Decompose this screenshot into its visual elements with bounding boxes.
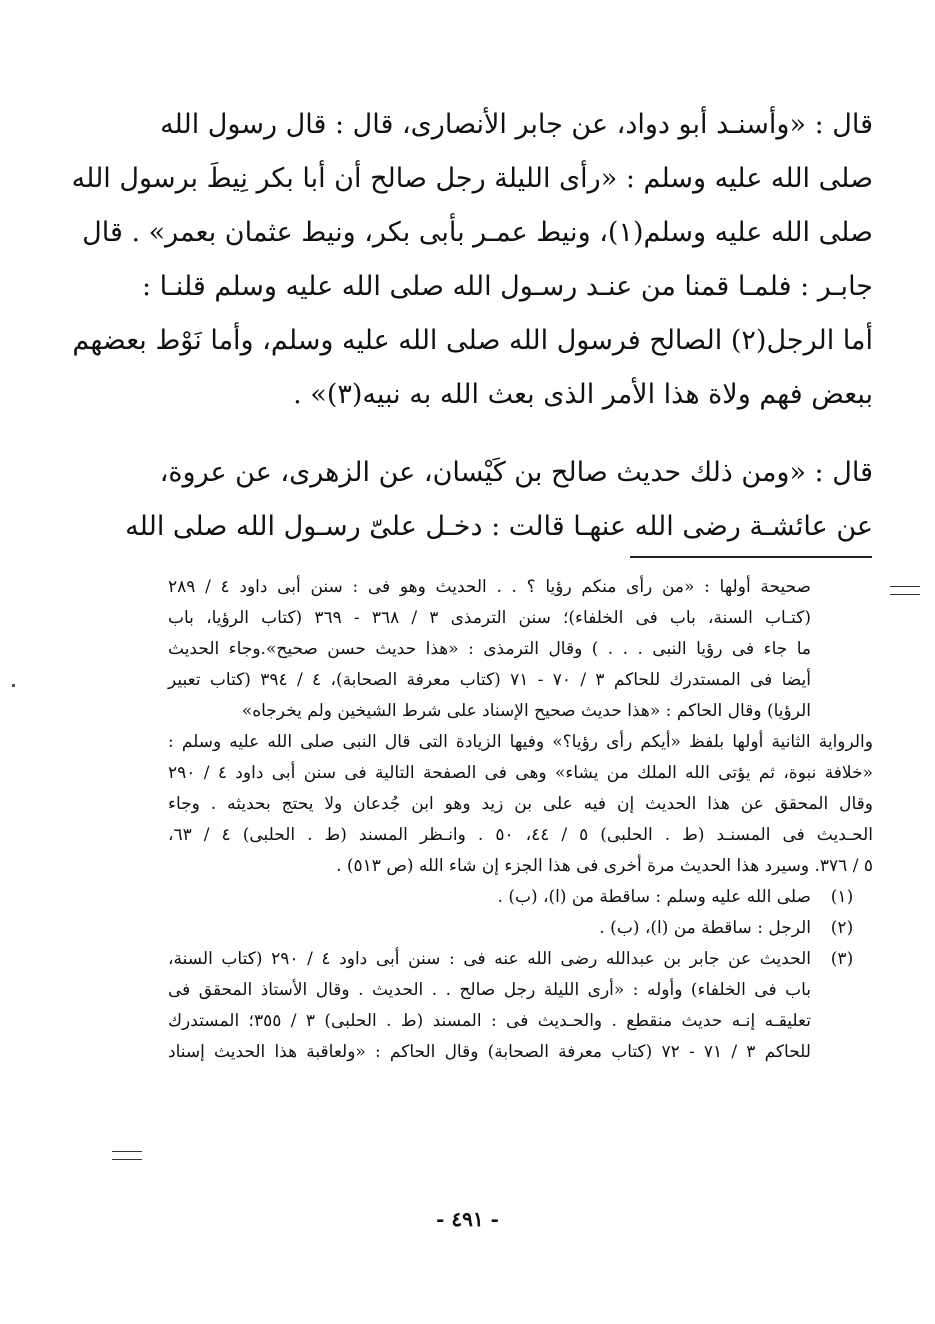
margin-mark [112, 1151, 142, 1160]
footnote-line: «خلافة نبوة، ثم يؤتى الله الملك من يشاء» وهى فى الصفحة التالية فى سنن أبى داود ٤ / ٢٩٠ [168, 763, 873, 783]
footnote-1 [168, 882, 873, 913]
footnote-line: الرجل : ساقطة من (ا)، (ب) . [599, 918, 811, 938]
footnote-line: صلى الله عليه وسلم : ساقطة من (ا)، (ب) . [497, 887, 811, 907]
scan-speck [12, 684, 15, 687]
footnote-line: صحيحة أولها : «من رأى منكم رؤيا ؟ . . الحديث وهو فى : سنن أبى داود ٤ / ٢٨٩ [168, 577, 811, 597]
footnote-line: الرؤيا) وقال الحاكم : «هذا حديث صحيح الإسناد على شرط الشيخين ولم يخرجاه» [241, 701, 811, 721]
footnote-line: أيضا فى المستدرك للحاكم ٣ / ٧٠ - ٧١ (كتاب معرفة الصحابة)، ٤ / ٣٩٤ (كتاب تعبير [168, 670, 811, 690]
footnote-2 [168, 913, 873, 944]
footnote-number: (٢) [830, 918, 854, 938]
margin-mark [890, 586, 920, 595]
text-line: أما الرجل(٢) الصالح فرسول الله صلى الله عليه وسلم، وأما نَوْط بعضهم [72, 325, 873, 356]
text-line: عن عائشـة رضى الله عنهـا قالت : دخـل علىّ رسـول الله صلى الله [125, 511, 873, 542]
footnote-line: للحاكم ٣ / ٧١ - ٧٢ (كتاب معرفة الصحابة) وقال الحاكم : «ولعاقبة هذا الحديث إسناد [168, 1042, 811, 1062]
footnote-line: الحـديث فى المسنـد (ط . الحلبى) ٥ / ٤٤، ٥٠ . وانـظر المسند (ط . الحلبى) ٤ / ٦٣، [168, 825, 873, 845]
footnote-number: (١) [830, 887, 854, 907]
footnote-line: ما جاء فى رؤيا النبى . . . ) وقال الترمذى : «هذا حديث حسن صحيح».وجاء الحديث [168, 639, 811, 659]
text-line: جابـر : فلمـا قمنا من عنـد رسـول الله صلى الله عليه وسلم قلنـا : [141, 271, 873, 302]
text-line: ببعض فهم ولاة هذا الأمر الذى بعث الله به نبيه(٣)» . [293, 379, 873, 410]
footnote-continuation [168, 572, 873, 727]
text-line: قال : «ومن ذلك حديث صالح بن كَيْسان، عن الزهرى، عن عروة، [159, 457, 873, 488]
footnote-line: تعليقـه إنـه حديث منقطع . والحـديث فى : المسند (ط . الحلبى) ٣ / ٣٥٥؛ المستدرك [168, 1011, 811, 1031]
text-line: صلى الله عليه وسلم : «رأى الليلة رجل صالح أن أبا بكر نِيطَ برسول الله [71, 163, 873, 194]
footnotes [168, 572, 873, 1068]
footnote-number: (٣) [830, 949, 854, 969]
main-text [71, 98, 873, 554]
paragraph-1 [71, 98, 873, 422]
paragraph-2 [125, 446, 873, 554]
footnote-line: والرواية الثانية أولها بلفظ «أيكم رأى رؤيا؟» وفيها الزيادة التى قال النبى صلى الله عليه وسلم : [168, 732, 873, 752]
footnote-line: وقال المحقق عن هذا الحديث إن فيه على بن زيد وهو ابن جُدعان ولا يحتج بحديثه . وجاء [168, 794, 873, 814]
footnote-3 [168, 944, 873, 1068]
footnote-line: (كتـاب السنة، باب فى الخلفاء)؛ سنن الترمذى ٣ / ٣٦٨ - ٣٦٩ (كتاب الرؤيا، باب [168, 608, 811, 628]
footnote-line: باب فى الخلفاء) وأوله : «أرى الليلة رجل صالح . . الحديث . وقال الأستاذ المحقق فى [168, 980, 811, 1000]
text-line: صلى الله عليه وسلم(١)، ونيط عمـر بأبى بكر، ونيط عثمان بعمر» . قال [82, 217, 873, 248]
page-number: - ٤٩١ - [436, 1207, 499, 1231]
footnote-line: الحديث عن جابر بن عبدالله رضى الله عنه فى : سنن أبى داود ٤ / ٢٩٠ (كتاب السنة، [168, 949, 811, 969]
footnote-continuation-2 [168, 727, 873, 882]
text-line: قال : «وأسنـد أبو دواد، عن جابر الأنصارى، قال : قال رسول الله [160, 109, 873, 140]
footnote-line: ٥ / ٣٧٦. وسيرد هذا الحديث مرة أخرى فى هذا الجزء إن شاء الله (ص ٥١٣) . [336, 856, 873, 876]
footnote-separator [630, 556, 872, 558]
